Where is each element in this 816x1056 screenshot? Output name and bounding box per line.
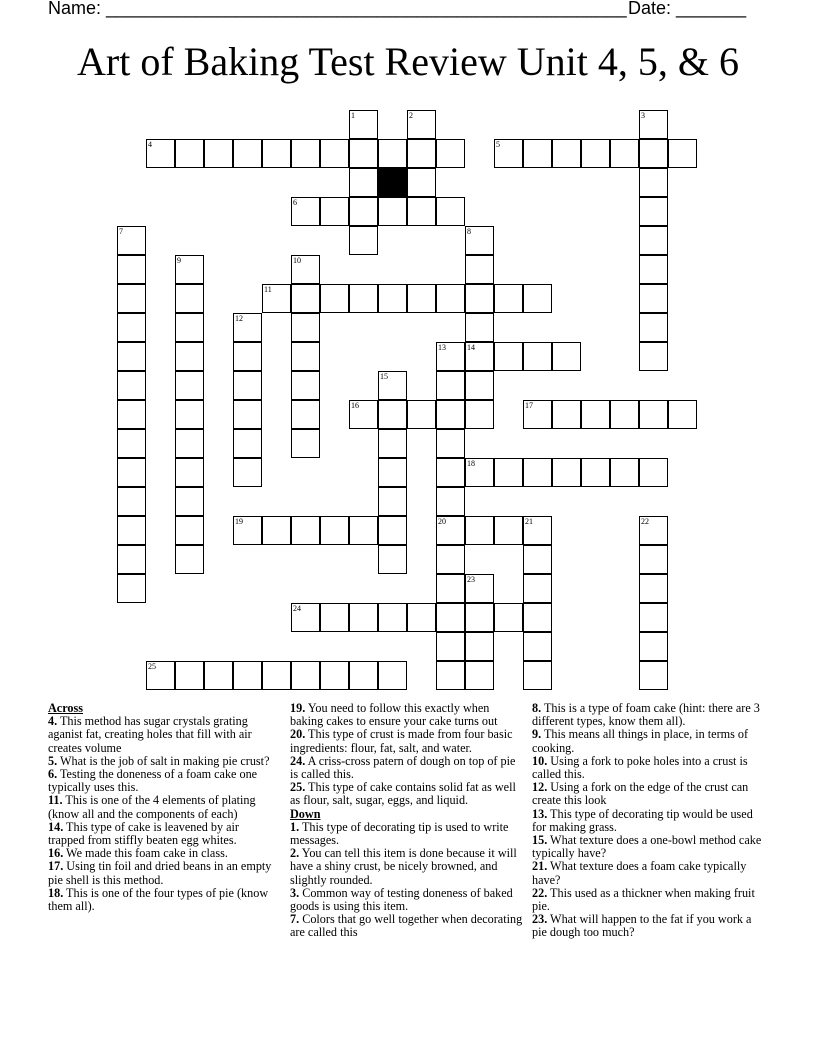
clue-text: This type of decorating tip is used to write messages. — [290, 819, 509, 848]
grid-cell[interactable] — [262, 284, 291, 313]
clue-number-label: 2. — [290, 846, 300, 861]
clue-number: 20 — [438, 517, 446, 526]
grid-cell[interactable] — [465, 458, 494, 487]
grid-cell[interactable] — [291, 429, 320, 458]
down-clue — [532, 834, 768, 860]
down-clue — [532, 913, 768, 939]
grid-cell[interactable] — [436, 284, 465, 313]
clue-number: 6 — [293, 198, 297, 207]
clue-number: 13 — [438, 343, 446, 352]
grid-cell[interactable] — [175, 487, 204, 516]
clue-number: 15 — [380, 372, 388, 381]
clues-column-3 — [532, 702, 768, 940]
clue-number-label: 5. — [48, 753, 58, 768]
across-clue — [290, 702, 524, 728]
down-clue — [290, 887, 524, 913]
grid-cell[interactable] — [407, 284, 436, 313]
grid-cell[interactable] — [523, 661, 552, 690]
down-clue — [532, 860, 768, 886]
grid-cell[interactable] — [639, 516, 668, 545]
grid-cell[interactable] — [117, 284, 146, 313]
clue-number-label: 6. — [48, 767, 58, 782]
grid-cell[interactable] — [175, 661, 204, 690]
grid-cell[interactable] — [175, 313, 204, 342]
clue-number: 18 — [467, 459, 475, 468]
black-cell — [378, 168, 407, 197]
grid-cell[interactable] — [639, 661, 668, 690]
grid-cell[interactable] — [523, 632, 552, 661]
clue-number-label: 22. — [532, 885, 548, 900]
grid-cell[interactable] — [291, 516, 320, 545]
grid-cell[interactable] — [552, 139, 581, 168]
grid-cell[interactable] — [291, 139, 320, 168]
clue-text: Using a fork to poke holes into a crust is called this. — [532, 753, 748, 782]
grid-cell[interactable] — [639, 139, 668, 168]
clue-number-label: 14. — [48, 819, 64, 834]
grid-cell[interactable] — [523, 342, 552, 371]
grid-cell[interactable] — [523, 516, 552, 545]
grid-cell[interactable] — [523, 603, 552, 632]
grid-cell[interactable] — [117, 487, 146, 516]
clue-number: 22 — [641, 517, 649, 526]
grid-cell[interactable] — [378, 400, 407, 429]
grid-cell[interactable] — [523, 139, 552, 168]
clue-text: This type of cake contains solid fat as well as flour, salt, sugar, eggs, and liquid. — [290, 780, 516, 808]
grid-cell[interactable] — [175, 255, 204, 284]
grid-cell[interactable] — [494, 458, 523, 487]
clue-number-label: 16. — [48, 846, 64, 861]
clue-number-label: 1. — [290, 819, 300, 834]
clue-number-label: 11. — [48, 793, 63, 808]
grid-cell[interactable] — [291, 197, 320, 226]
down-clue-list-continued — [532, 702, 768, 940]
grid-cell[interactable] — [349, 284, 378, 313]
clue-text: What will happen to the fat if you work a pie dough too much? — [532, 912, 752, 940]
grid-cell[interactable] — [175, 516, 204, 545]
clue-number: 3 — [641, 111, 645, 120]
grid-cell[interactable] — [581, 400, 610, 429]
grid-cell[interactable] — [639, 197, 668, 226]
across-clue — [290, 755, 524, 781]
across-heading: Across — [48, 701, 83, 715]
clue-number: 25 — [148, 662, 156, 671]
grid-cell[interactable] — [291, 661, 320, 690]
clues-column-2 — [290, 702, 524, 940]
clue-number: 16 — [351, 401, 359, 410]
grid-cell[interactable] — [639, 168, 668, 197]
clue-number-label: 23. — [532, 912, 548, 927]
grid-cell[interactable] — [233, 516, 262, 545]
across-clue — [290, 728, 524, 754]
grid-cell[interactable] — [233, 371, 262, 400]
across-clue-list-continued — [290, 702, 524, 808]
grid-cell[interactable] — [639, 574, 668, 603]
grid-cell[interactable] — [523, 545, 552, 574]
grid-cell[interactable] — [494, 284, 523, 313]
grid-cell[interactable] — [204, 139, 233, 168]
across-clue-list — [48, 715, 276, 913]
grid-cell[interactable] — [175, 458, 204, 487]
grid-cell[interactable] — [523, 458, 552, 487]
grid-cell[interactable] — [117, 313, 146, 342]
grid-cell[interactable] — [349, 400, 378, 429]
clue-number: 11 — [264, 285, 272, 294]
grid-cell[interactable] — [465, 255, 494, 284]
grid-cell[interactable] — [639, 226, 668, 255]
grid-cell[interactable] — [407, 168, 436, 197]
grid-cell[interactable] — [523, 400, 552, 429]
down-clue — [532, 728, 768, 754]
clue-number-label: 3. — [290, 885, 300, 900]
down-clue — [532, 702, 768, 728]
clue-text: Colors that go well together when decorating are called this — [290, 912, 523, 940]
clue-text: A criss-cross patern of dough on top of pie is called this. — [290, 753, 516, 782]
grid-cell[interactable] — [117, 458, 146, 487]
grid-cell[interactable] — [233, 458, 262, 487]
clue-text: This type of decorating tip would be used for making grass. — [532, 806, 753, 834]
clue-number: 1 — [351, 111, 355, 120]
grid-cell[interactable] — [639, 255, 668, 284]
clue-number: 8 — [467, 227, 471, 236]
grid-cell[interactable] — [349, 197, 378, 226]
clue-text: This means all things in place, in terms of cooking. — [532, 727, 749, 755]
grid-cell[interactable] — [320, 603, 349, 632]
clue-number: 21 — [525, 517, 533, 526]
grid-cell[interactable] — [465, 226, 494, 255]
clue-number: 7 — [119, 227, 123, 236]
down-clue — [532, 808, 768, 834]
grid-cell[interactable] — [175, 139, 204, 168]
clue-text: Testing the doneness of a foam cake one typically uses this. — [48, 767, 258, 795]
across-clue — [48, 821, 276, 847]
grid-cell[interactable] — [175, 429, 204, 458]
clue-number: 5 — [496, 140, 500, 149]
grid-cell[interactable] — [291, 284, 320, 313]
clue-text: This method has sugar crystals grating aganist fat, creating holes that fill with air creates volume — [48, 714, 252, 755]
grid-cell[interactable] — [349, 110, 378, 139]
grid-cell[interactable] — [175, 545, 204, 574]
clue-text: What is the job of salt in making pie crust? — [57, 753, 270, 768]
grid-cell[interactable] — [233, 313, 262, 342]
down-clue — [290, 821, 524, 847]
clue-number-label: 10. — [532, 753, 548, 768]
grid-cell[interactable] — [378, 603, 407, 632]
grid-cell[interactable] — [117, 400, 146, 429]
grid-cell[interactable] — [233, 139, 262, 168]
grid-cell[interactable] — [204, 661, 233, 690]
grid-cell[interactable] — [436, 632, 465, 661]
clue-text: This is one of the four types of pie (know them all). — [48, 885, 269, 914]
down-clue — [532, 755, 768, 781]
grid-cell[interactable] — [407, 400, 436, 429]
grid-cell[interactable] — [465, 313, 494, 342]
grid-cell[interactable] — [581, 139, 610, 168]
grid-cell[interactable] — [407, 139, 436, 168]
grid-cell[interactable] — [378, 661, 407, 690]
grid-cell[interactable] — [117, 226, 146, 255]
clue-number: 24 — [293, 604, 301, 613]
grid-cell[interactable] — [523, 284, 552, 313]
clue-number-label: 4. — [48, 714, 58, 729]
grid-cell[interactable] — [465, 574, 494, 603]
grid-cell[interactable] — [465, 371, 494, 400]
name-line[interactable]: Name: ____________________________________________________ — [48, 0, 627, 18]
clue-text: What texture does a one-bowl method cake typically have? — [532, 833, 762, 861]
clue-number: 10 — [293, 256, 301, 265]
grid-cell[interactable] — [465, 603, 494, 632]
clue-number: 17 — [525, 401, 533, 410]
clue-number-label: 25. — [290, 780, 306, 795]
grid-cell[interactable] — [639, 458, 668, 487]
clue-number-label: 15. — [532, 833, 548, 848]
across-clue — [48, 768, 276, 794]
grid-cell[interactable] — [436, 400, 465, 429]
grid-cell[interactable] — [291, 342, 320, 371]
grid-cell[interactable] — [349, 226, 378, 255]
grid-cell[interactable] — [233, 661, 262, 690]
grid-cell[interactable] — [117, 545, 146, 574]
grid-cell[interactable] — [465, 342, 494, 371]
clue-number: 14 — [467, 343, 475, 352]
grid-cell[interactable] — [436, 429, 465, 458]
clue-text: You can tell this item is done because it will have a shiny crust, be nicely browned, and slightly rounded. — [290, 846, 517, 887]
grid-cell[interactable] — [668, 400, 697, 429]
grid-cell[interactable] — [378, 458, 407, 487]
grid-cell[interactable] — [639, 632, 668, 661]
grid-cell[interactable] — [349, 603, 378, 632]
grid-cell[interactable] — [639, 110, 668, 139]
grid-cell[interactable] — [436, 574, 465, 603]
grid-cell[interactable] — [552, 342, 581, 371]
grid-cell[interactable] — [117, 342, 146, 371]
clue-number-label: 17. — [48, 859, 64, 874]
grid-cell[interactable] — [407, 110, 436, 139]
across-clue — [48, 794, 276, 820]
date-line[interactable]: Date: _______ — [628, 0, 747, 18]
grid-cell[interactable] — [378, 545, 407, 574]
grid-cell[interactable] — [436, 516, 465, 545]
clue-number-label: 9. — [532, 727, 542, 742]
grid-cell[interactable] — [436, 139, 465, 168]
grid-cell[interactable] — [291, 400, 320, 429]
grid-cell[interactable] — [639, 400, 668, 429]
clue-number: 2 — [409, 111, 413, 120]
grid-cell[interactable] — [320, 516, 349, 545]
clue-text: We made this foam cake in class. — [63, 846, 228, 861]
grid-cell[interactable] — [581, 458, 610, 487]
grid-cell[interactable] — [436, 603, 465, 632]
down-heading: Down — [290, 806, 321, 821]
grid-cell[interactable] — [175, 400, 204, 429]
across-clue — [48, 715, 276, 755]
grid-cell[interactable] — [262, 139, 291, 168]
grid-cell[interactable] — [494, 139, 523, 168]
grid-cell[interactable] — [668, 139, 697, 168]
across-clue — [290, 781, 524, 807]
down-clue-list — [290, 821, 524, 940]
grid-cell[interactable] — [436, 371, 465, 400]
clue-text: What texture does a foam cake typically have? — [532, 859, 747, 887]
page-title: Art of Baking Test Review Unit 4, 5, & 6 — [77, 39, 739, 84]
grid-cell[interactable] — [146, 139, 175, 168]
clue-number-label: 19. — [290, 701, 306, 715]
grid-cell[interactable] — [349, 139, 378, 168]
clue-number: 9 — [177, 256, 181, 265]
grid-cell[interactable] — [639, 284, 668, 313]
grid-cell[interactable] — [465, 516, 494, 545]
grid-cell[interactable] — [436, 342, 465, 371]
clue-number-label: 20. — [290, 727, 306, 742]
grid-cell[interactable] — [378, 429, 407, 458]
grid-cell[interactable] — [610, 139, 639, 168]
grid-cell[interactable] — [320, 139, 349, 168]
grid-cell[interactable] — [117, 429, 146, 458]
across-clue — [48, 887, 276, 913]
grid-cell[interactable] — [349, 168, 378, 197]
grid-cell[interactable] — [320, 284, 349, 313]
clue-text: Using tin foil and dried beans in an empty pie shell is this method. — [48, 859, 272, 887]
clue-text: This used as a thickner when making fruit pie. — [532, 885, 755, 914]
grid-cell[interactable] — [349, 516, 378, 545]
grid-cell[interactable] — [378, 516, 407, 545]
grid-cell[interactable] — [291, 313, 320, 342]
clue-number-label: 24. — [290, 753, 306, 768]
grid-cell[interactable] — [639, 342, 668, 371]
grid-cell[interactable] — [262, 516, 291, 545]
grid-cell[interactable] — [175, 371, 204, 400]
clue-number: 12 — [235, 314, 243, 323]
grid-cell[interactable] — [436, 458, 465, 487]
grid-cell[interactable] — [436, 661, 465, 690]
clue-number: 4 — [148, 140, 152, 149]
grid-cell[interactable] — [465, 632, 494, 661]
grid-cell[interactable] — [378, 371, 407, 400]
down-clue — [290, 847, 524, 887]
clue-text: You need to follow this exactly when baking cakes to ensure your cake turns out — [290, 701, 498, 729]
grid-cell[interactable] — [436, 197, 465, 226]
clue-number-label: 12. — [532, 780, 548, 795]
grid-cell[interactable] — [610, 400, 639, 429]
clue-text: This type of cake is leavened by air trapped from stiffly beaten egg whites. — [48, 819, 239, 848]
clue-number-label: 8. — [532, 701, 542, 715]
grid-cell[interactable] — [494, 342, 523, 371]
grid-cell[interactable] — [117, 255, 146, 284]
clue-number-label: 21. — [532, 859, 548, 874]
grid-cell[interactable] — [436, 487, 465, 516]
grid-cell[interactable] — [378, 487, 407, 516]
grid-cell[interactable] — [117, 516, 146, 545]
clue-text: This is a type of foam cake (hint: there are 3 different types, know them all). — [532, 701, 760, 729]
clue-text: Common way of testing doneness of baked goods is using this item. — [290, 885, 513, 914]
grid-cell[interactable] — [291, 255, 320, 284]
grid-cell[interactable] — [378, 139, 407, 168]
grid-cell[interactable] — [262, 661, 291, 690]
grid-cell[interactable] — [320, 197, 349, 226]
grid-cell[interactable] — [610, 458, 639, 487]
grid-cell[interactable] — [349, 661, 378, 690]
clue-text: This is one of the 4 elements of plating (know all and the components of each) — [48, 793, 256, 821]
grid-cell[interactable] — [378, 284, 407, 313]
grid-cell[interactable] — [407, 197, 436, 226]
clue-text: Using a fork on the edge of the crust can create this look — [532, 780, 749, 808]
grid-cell[interactable] — [552, 400, 581, 429]
grid-cell[interactable] — [639, 545, 668, 574]
clue-number-label: 7. — [290, 912, 300, 927]
grid-cell[interactable] — [117, 574, 146, 603]
grid-cell[interactable] — [233, 342, 262, 371]
clue-number-label: 18. — [48, 885, 64, 900]
grid-cell[interactable] — [436, 545, 465, 574]
grid-cell[interactable] — [291, 371, 320, 400]
grid-cell[interactable] — [465, 284, 494, 313]
grid-cell[interactable] — [320, 661, 349, 690]
grid-cell[interactable] — [494, 603, 523, 632]
down-clue — [290, 913, 524, 939]
grid-cell[interactable] — [233, 400, 262, 429]
grid-cell[interactable] — [465, 661, 494, 690]
grid-cell[interactable] — [175, 342, 204, 371]
grid-cell[interactable] — [523, 574, 552, 603]
grid-cell[interactable] — [639, 313, 668, 342]
grid-cell[interactable] — [233, 429, 262, 458]
grid-cell[interactable] — [117, 371, 146, 400]
grid-cell[interactable] — [639, 603, 668, 632]
across-clue — [48, 860, 276, 886]
down-clue — [532, 781, 768, 807]
grid-cell[interactable] — [494, 516, 523, 545]
grid-cell[interactable] — [291, 603, 320, 632]
clue-number: 19 — [235, 517, 243, 526]
grid-cell[interactable] — [552, 458, 581, 487]
grid-cell[interactable] — [175, 284, 204, 313]
clue-number: 23 — [467, 575, 475, 584]
grid-cell[interactable] — [378, 197, 407, 226]
grid-cell[interactable] — [407, 603, 436, 632]
grid-cell[interactable] — [146, 661, 175, 690]
grid-cell[interactable] — [465, 400, 494, 429]
down-clue — [532, 887, 768, 913]
clues-column-1 — [48, 702, 276, 913]
clue-number-label: 13. — [532, 806, 548, 821]
clue-text: This type of crust is made from four basic ingredients: flour, fat, salt, and water. — [290, 727, 513, 755]
